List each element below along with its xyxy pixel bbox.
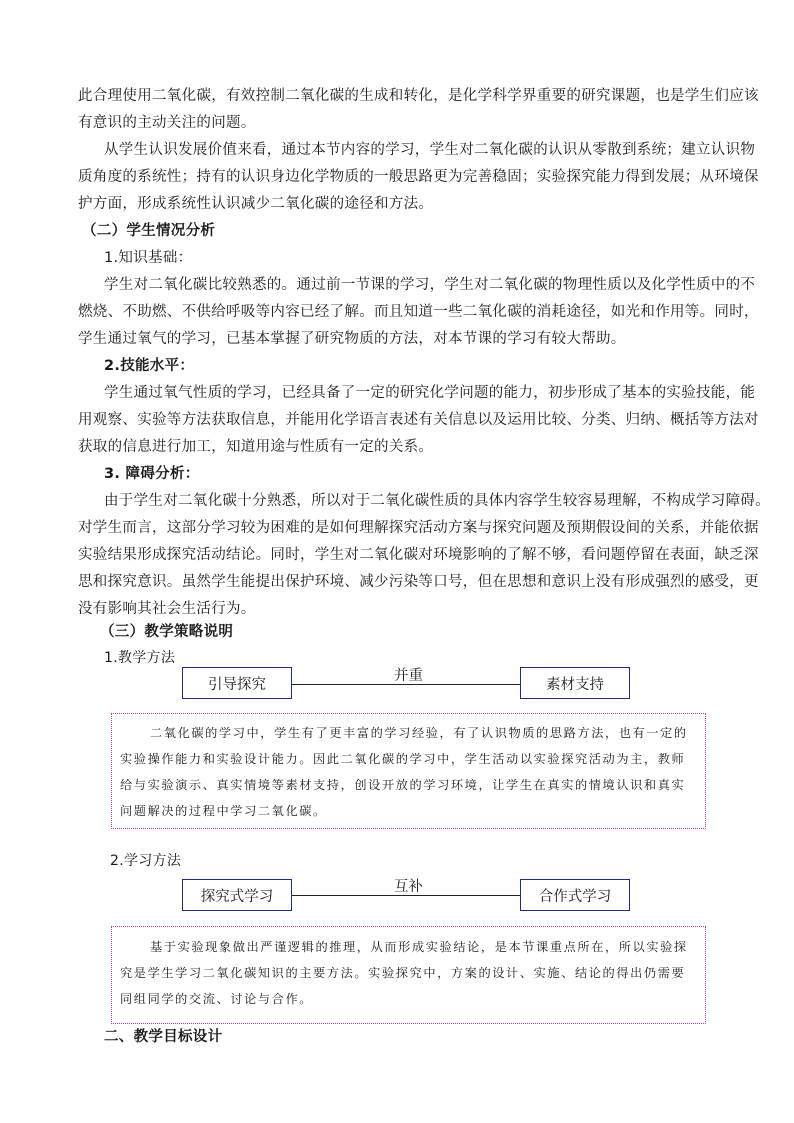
sub3-line-2: 对学生而言，这部分学习较为困难的是如何理解探究活动方案与探究问题及预期假设间的关系，并能依据	[78, 520, 759, 536]
intro-line-1: 此合理使用二氧化碳，有效控制二氧化碳的生成和转化，是化学科学界重要的研究课题，也是学生们应该	[78, 88, 759, 104]
sub1-line-2: 燃烧、不助燃、不供给呼吸等内容已经了解。而且知道一些二氧化碳的消耗途径，如光和作用等。同时，	[78, 304, 759, 320]
intro-line-2: 有意识的主动关注的问题。	[78, 115, 256, 131]
sub3-line-1: 由于学生对二氧化碳十分熟悉，所以对于二氧化碳性质的具体内容学生较容易理解，不构成学习障碍。	[104, 493, 770, 509]
learning-method-label: 2.学习方法	[110, 853, 182, 869]
cooperative-learning-box: 合作式学习	[520, 879, 630, 911]
sub1-line-1: 学生对二氧化碳比较熟悉的。通过前一节课的学习，学生对二氧化碳的物理性质以及化学性质中的不	[104, 277, 756, 293]
learning-desc-line-1: 基于实验现象做出严谨逻辑的推理，从而形成实验结论，是本节课重点所在，所以实验探	[150, 940, 688, 954]
sub1-heading: 1.知识基础：	[104, 250, 193, 266]
teaching-desc-line-4: 问题解决的过程中学习二氧化碳。	[120, 804, 327, 818]
teaching-desc-line-3: 给与实验演示、真实情境等素材支持，创设开放的学习环境，让学生在真实的情境认识和真实	[120, 778, 686, 792]
value-line-3: 护方面，形成系统性认识减少二氧化碳的途径和方法。	[78, 196, 434, 212]
learning-desc-line-3: 同组同学的交流、讨论与合作。	[120, 992, 314, 1006]
inquiry-learning-box: 探究式学习	[182, 879, 292, 911]
sub3-heading: 3. 障碍分析：	[104, 466, 200, 482]
teaching-method-label: 1.教学方法	[104, 650, 176, 666]
learning-desc-line-2: 究是学生学习二氧化碳知识的主要方法。实验探究中，方案的设计、实施、结论的得出仍需要	[120, 966, 686, 980]
value-line-1: 从学生认识发展价值来看，通过本节内容的学习，学生对二氧化碳的认识从零散到系统；建立认识物	[104, 142, 756, 158]
guided-inquiry-box: 引导探究	[182, 667, 292, 699]
teaching-desc-line-1: 二氧化碳的学习中，学生有了更丰富的学习经验，有了认识物质的思路方法，也有一定的	[150, 726, 688, 740]
sub2-heading: 2.技能水平：	[104, 358, 195, 374]
sub2-line-1: 学生通过氧气性质的学习，已经具备了一定的研究化学问题的能力，初步形成了基本的实验技能，能	[104, 385, 756, 401]
sub1-line-3: 学生通过氧气的学习，已基本掌握了研究物质的方法，对本节课的学习有较大帮助。	[78, 331, 626, 347]
sub3-line-5: 没有影响其社会生活行为。	[78, 601, 256, 617]
material-support-box: 素材支持	[520, 667, 630, 699]
sub2-line-2: 用观察、实验等方法获取信息，并能用化学语言表述有关信息以及运用比较、分类、归纳、概括等方法对	[78, 412, 759, 428]
teaching-connector-label: 并重	[394, 668, 423, 684]
section2-heading: （二）学生情况分析	[82, 223, 216, 239]
teaching-desc-line-2: 实验操作能力和实验设计能力。因此二氧化碳的学习中，学生活动以实验探究活动为主，教师	[120, 752, 686, 766]
section-objectives-heading: 二、教学目标设计	[104, 1029, 223, 1045]
section3-heading: （三）教学策略说明	[100, 624, 234, 640]
sub2-line-3: 获取的信息进行加工，知道用途与性质有一定的关系。	[78, 439, 434, 455]
sub3-line-3: 实验结果形成探究活动结论。同时，学生对二氧化碳对环境影响的了解不够，看问题停留在表面，缺乏深	[78, 547, 759, 563]
value-line-2: 质角度的系统性；持有的认识身边化学物质的一般思路更为完善稳固；实验探究能力得到发展；从环境保	[78, 169, 759, 185]
learning-connector-label: 互补	[394, 879, 423, 895]
sub3-line-4: 思和探究意识。虽然学生能提出保护环境、减少污染等口号，但在思想和意识上没有形成强烈的感受，更	[78, 574, 759, 590]
